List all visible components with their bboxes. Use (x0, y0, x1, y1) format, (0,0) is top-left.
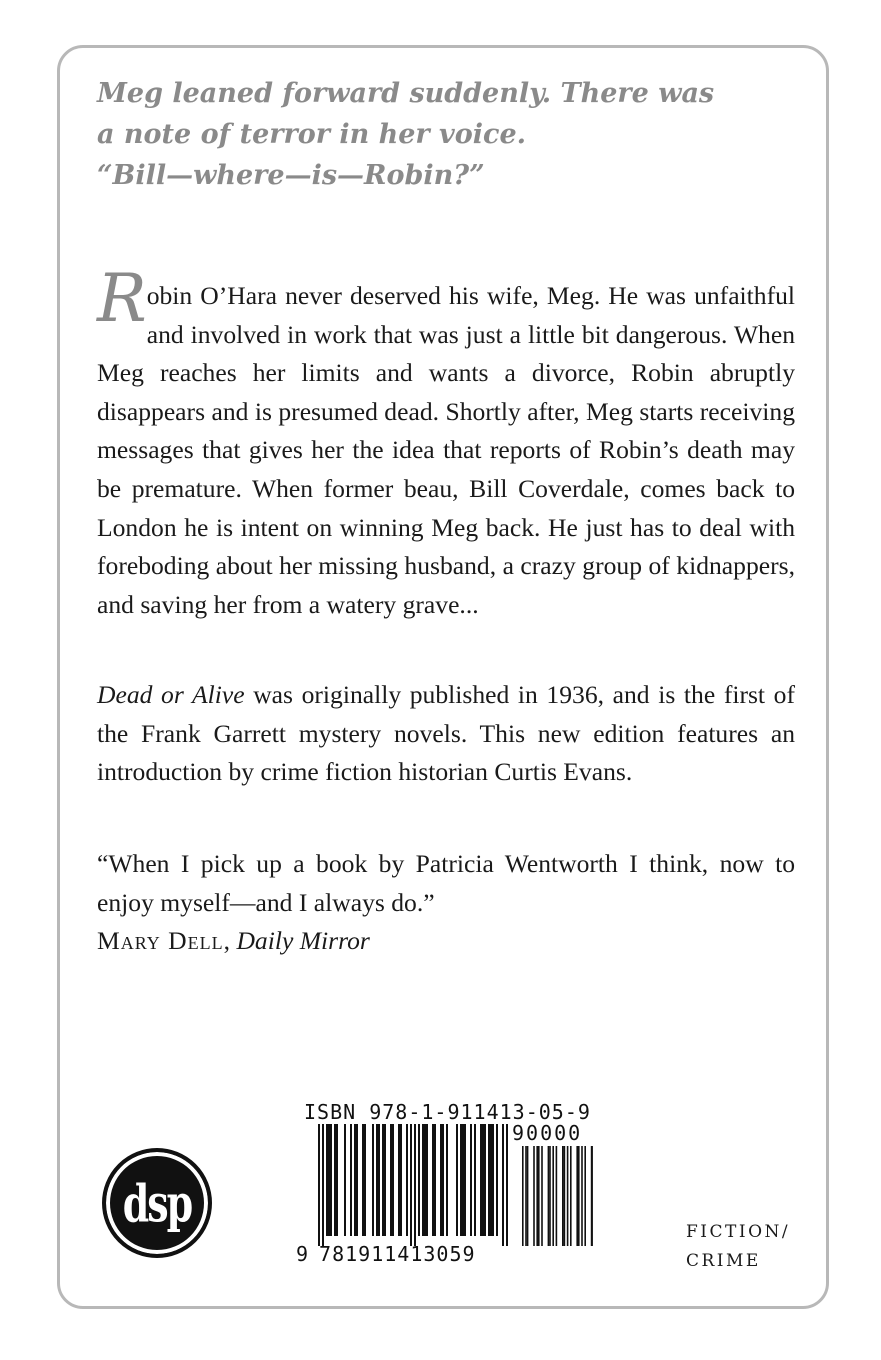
barcode-bar (364, 1124, 366, 1236)
barcode-bar (422, 1124, 424, 1236)
barcode-bar (350, 1124, 352, 1236)
ean-left-digits: 781911 (319, 1242, 398, 1266)
barcode-bar (372, 1124, 374, 1236)
teaser-line: Meg leaned forward suddenly. There was (97, 78, 715, 109)
isbn-barcode (296, 1100, 596, 1270)
addon-bar (584, 1146, 586, 1246)
ean-right-digits: 413059 (397, 1242, 476, 1266)
addon-bar (576, 1146, 578, 1246)
barcode-bar (496, 1124, 498, 1236)
logo-text: dsp (122, 1172, 192, 1234)
barcode-bar (318, 1124, 320, 1246)
teaser-line: “Bill—where—is—Robin?” (97, 160, 485, 191)
barcode-bar (330, 1124, 332, 1236)
barcode-bar (482, 1124, 484, 1236)
addon-bar (536, 1146, 538, 1246)
addon-bar (570, 1146, 572, 1246)
addon-bar (562, 1146, 564, 1246)
barcode-bar (470, 1124, 472, 1236)
barcode-bar (418, 1124, 420, 1236)
addon-bar (564, 1146, 566, 1246)
barcode-bar (480, 1124, 482, 1236)
barcode-bar (456, 1124, 458, 1236)
addon-bar (581, 1146, 583, 1246)
barcode-bar (502, 1124, 504, 1246)
teaser-line: a note of terror in her voice. (97, 119, 527, 150)
barcode-bar (334, 1124, 336, 1236)
addon-bar (527, 1146, 529, 1246)
barcode-bar (406, 1124, 408, 1236)
barcode-bar (354, 1124, 356, 1236)
addon-bar (552, 1146, 554, 1246)
barcode-bar (490, 1124, 492, 1236)
review-source: Daily Mirror (236, 926, 370, 956)
addon-bar (567, 1146, 569, 1246)
barcode-bar (384, 1124, 386, 1236)
barcode-bar (506, 1124, 508, 1246)
barcode-bar (446, 1124, 448, 1236)
barcode-bar (440, 1124, 442, 1236)
barcode-bar (464, 1124, 466, 1236)
addon-bar (591, 1146, 593, 1246)
barcode-bar (432, 1124, 434, 1236)
barcode-bar (462, 1124, 464, 1236)
publication-text: was originally published in 1936, and is the first of the Frank Garrett mystery novels. This new edition features an introduction by crime fiction historian Curtis Evans. (97, 680, 795, 787)
category-label (686, 1218, 790, 1276)
barcode-bar (328, 1124, 330, 1236)
barcode-bar (376, 1124, 378, 1236)
dsp-logo-icon (102, 1148, 212, 1258)
barcode-bar (460, 1124, 462, 1236)
barcode-bar (356, 1124, 358, 1236)
barcode-bar (326, 1124, 328, 1236)
addon-bar (533, 1146, 535, 1246)
review-text: “When I pick up a book by Patricia Wentworth I think, now to enjoy myself—and I always do.” (97, 849, 795, 917)
synopsis-text: obin O’Hara never deserved his wife, Meg. He was unfaithful and involved in work that was just a little bit dangerous. When Meg reaches her limits and wants a divorce, Robin abruptly disappears and is presumed dead. Shortly after, Meg starts receiving messages that gives her the idea that reports of Robin’s death may be premature. When former beau, Bill Coverdale, comes back to London he is intent on winning Meg back. He just has to deal with foreboding about her missing husband, a crazy group of kidnappers, and saving her from a watery grave... (97, 281, 795, 619)
barcode-bar (398, 1124, 400, 1236)
category-line: FICTION/ (686, 1222, 791, 1242)
barcode-bar (442, 1124, 444, 1236)
barcode-bar (336, 1124, 338, 1236)
barcode-bar (322, 1124, 324, 1246)
publication-paragraph (97, 676, 795, 792)
barcode-bar (378, 1124, 380, 1236)
barcode-bar (344, 1124, 346, 1236)
barcode-bar (362, 1124, 364, 1236)
barcode-bar (424, 1124, 426, 1236)
teaser-quote (97, 73, 797, 196)
barcode-bar (392, 1124, 394, 1236)
barcode-bar (400, 1124, 402, 1236)
synopsis-paragraph (97, 260, 795, 624)
category-line: CRIME (686, 1251, 761, 1271)
isbn-label: ISBN 978-1-911413-05-9 (304, 1100, 591, 1124)
barcode-bar (410, 1124, 412, 1246)
barcode-bar (382, 1124, 384, 1236)
barcode-digits (296, 1242, 476, 1266)
addon-bar (548, 1146, 550, 1246)
addon-bar (549, 1146, 551, 1246)
addon-bar (592, 1146, 593, 1246)
ean-first-digit: 9 (296, 1242, 310, 1266)
addon-bar (578, 1146, 580, 1246)
barcode-bar (484, 1124, 486, 1236)
addon-bar (522, 1146, 524, 1246)
barcode-bar (488, 1124, 490, 1236)
barcode-bar (390, 1124, 392, 1236)
review-author: Mary Dell (97, 926, 224, 956)
addon-bar (538, 1146, 540, 1246)
addon-bar (541, 1146, 543, 1246)
barcode-bar (426, 1124, 428, 1236)
addon-bar (525, 1146, 527, 1246)
drop-cap: R (97, 260, 143, 337)
barcode-bar (492, 1124, 494, 1236)
review-quote (97, 845, 795, 961)
barcode-bar (414, 1124, 416, 1246)
book-title: Dead or Alive (97, 680, 245, 709)
barcode-addon-number: 90000 (512, 1121, 583, 1145)
barcode-bar (474, 1124, 476, 1236)
addon-bar (556, 1146, 558, 1246)
barcode-bar (434, 1124, 436, 1236)
review-attribution: Mary Dell, Daily Mirror (97, 926, 370, 956)
